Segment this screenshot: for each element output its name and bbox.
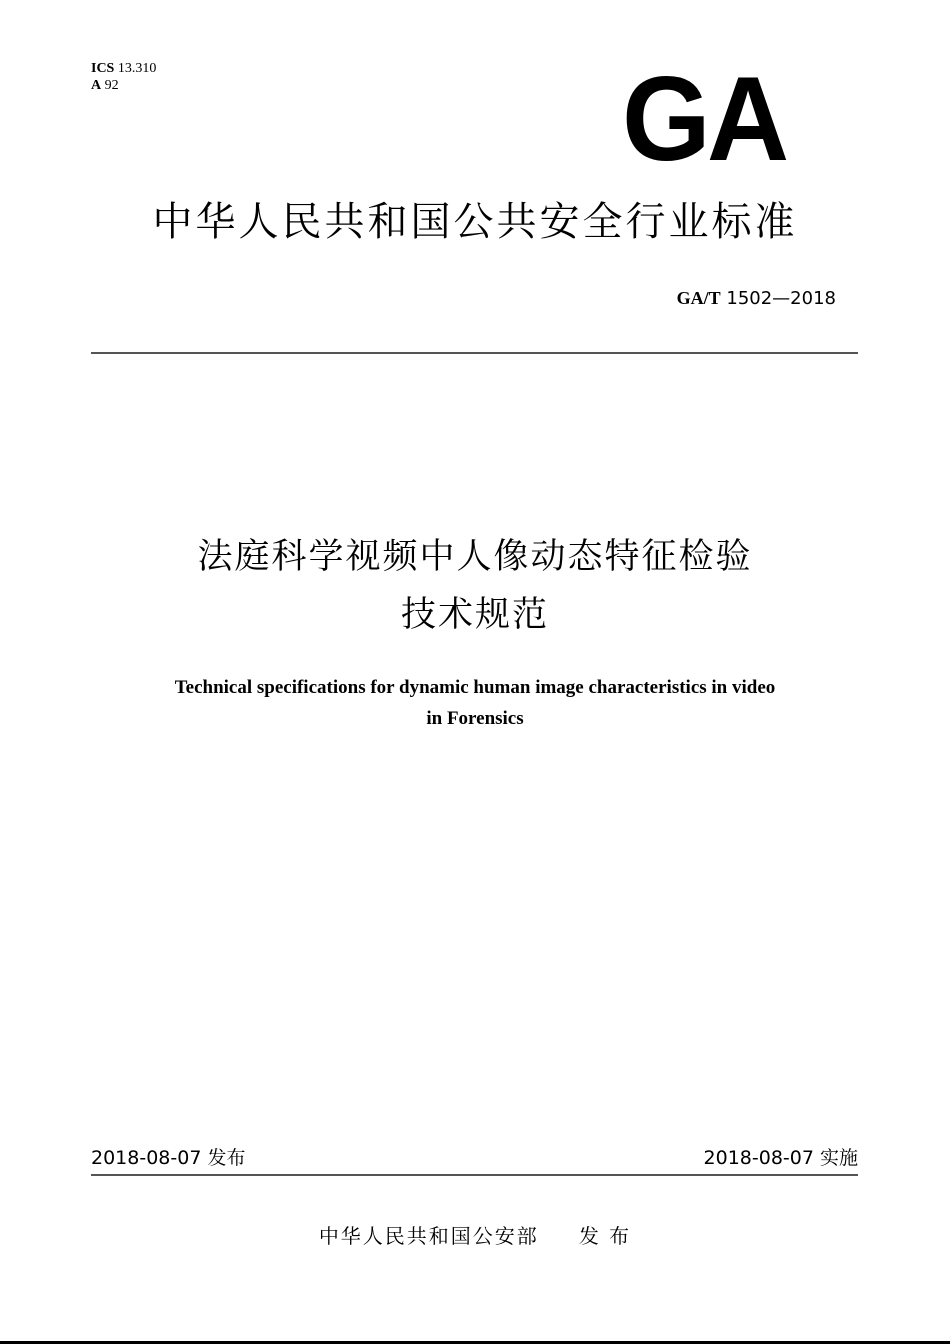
ccs-label: A <box>91 78 102 93</box>
effective-label: 实施 <box>819 1147 858 1169</box>
document-title-line1: 法庭科学视频中人像动态特征检验 <box>197 537 753 577</box>
english-title-line2: in Forensics <box>426 708 524 729</box>
ccs-line <box>91 77 156 94</box>
publisher-line <box>0 1222 950 1250</box>
standard-code-prefix: GA/T <box>676 288 721 308</box>
issue-date-block <box>91 1145 245 1171</box>
publisher-action: 发 布 <box>578 1224 632 1248</box>
bottom-divider <box>91 1174 858 1176</box>
issue-label: 发布 <box>207 1147 246 1169</box>
document-title-line2: 技术规范 <box>400 595 549 635</box>
ga-logo-text: GA <box>622 52 786 186</box>
issue-date: 2018-08-07 <box>91 1147 202 1169</box>
ics-value: 13.310 <box>117 61 157 76</box>
ics-line <box>91 60 156 77</box>
effective-date-block <box>704 1145 858 1171</box>
ics-label: ICS <box>91 61 115 76</box>
effective-date: 2018-08-07 <box>703 1147 814 1169</box>
standard-title: 中华人民共和国公共安全行业标准 <box>152 199 798 245</box>
top-divider <box>91 352 858 354</box>
publisher-name: 中华人民共和国公安部 <box>318 1224 539 1248</box>
ccs-value: 92 <box>104 78 119 93</box>
classification-codes <box>91 60 156 94</box>
standard-code-number: 1502—2018 <box>726 288 836 309</box>
standard-code <box>677 287 836 310</box>
ga-logo <box>622 52 808 186</box>
english-title-line1: Technical specifications for dynamic human image characteristics in video <box>174 677 776 698</box>
